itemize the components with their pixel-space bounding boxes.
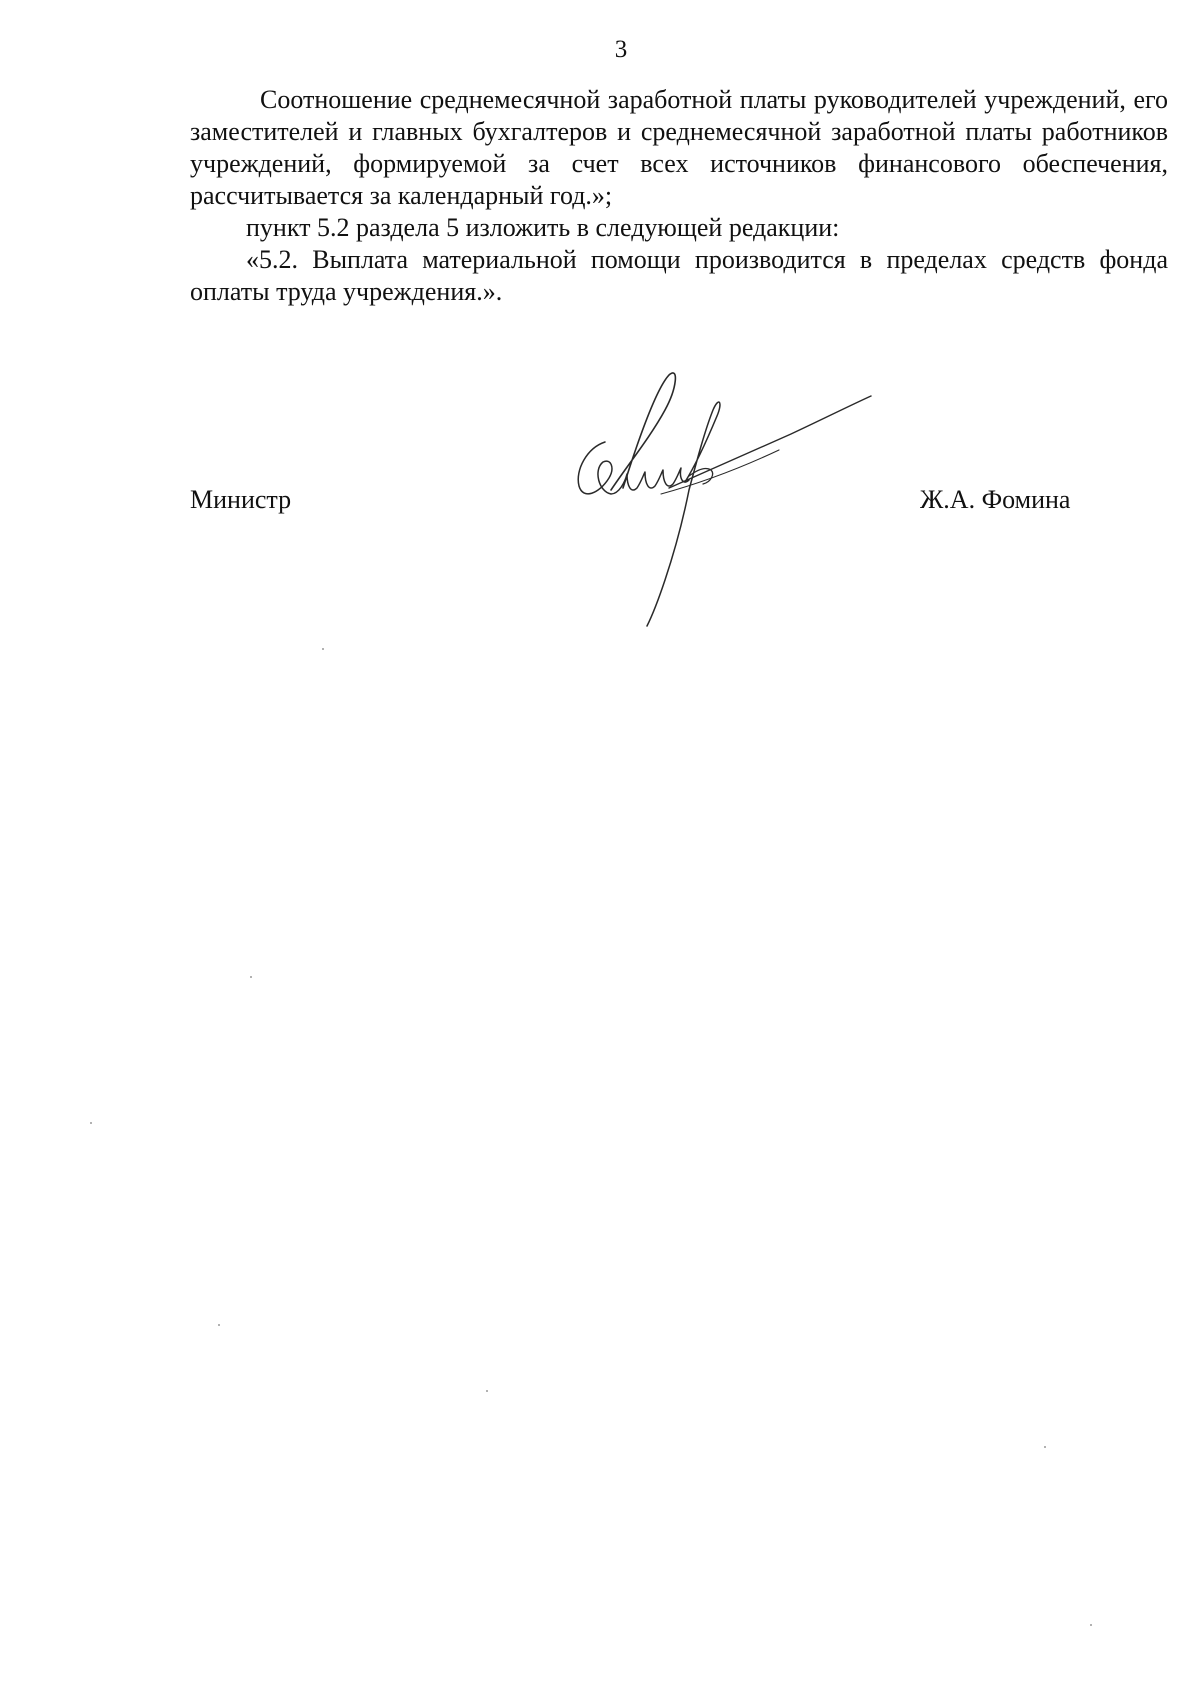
paragraph-material-aid: «5.2. Выплата материальной помощи производится в пределах средств фонда оплаты труда учреждения.». bbox=[190, 245, 1168, 306]
document-body bbox=[190, 84, 1168, 308]
signer-title: Министр bbox=[190, 485, 292, 514]
paragraph-salary-ratio: Соотношение среднемесячной заработной платы руководителей учреждений, его заместителей и главных бухгалтеров и среднемесячной заработной платы работников учреждений, формируемой за счет всех источников финансового обеспечения, рассчитывается за календарный год.»; bbox=[190, 85, 1168, 210]
scan-speck bbox=[322, 648, 324, 650]
scan-speck bbox=[250, 976, 252, 978]
scan-speck bbox=[90, 1122, 92, 1124]
scan-speck bbox=[486, 1390, 488, 1392]
page-number: 3 bbox=[614, 36, 628, 63]
scan-speck bbox=[1090, 1624, 1092, 1626]
handwritten-signature bbox=[565, 370, 875, 630]
scan-speck bbox=[218, 1324, 220, 1326]
paragraph-amendment-intro: пункт 5.2 раздела 5 изложить в следующей редакции: bbox=[246, 213, 840, 242]
scan-speck bbox=[1044, 1446, 1046, 1448]
signer-name: Ж.А. Фомина bbox=[920, 485, 1071, 514]
